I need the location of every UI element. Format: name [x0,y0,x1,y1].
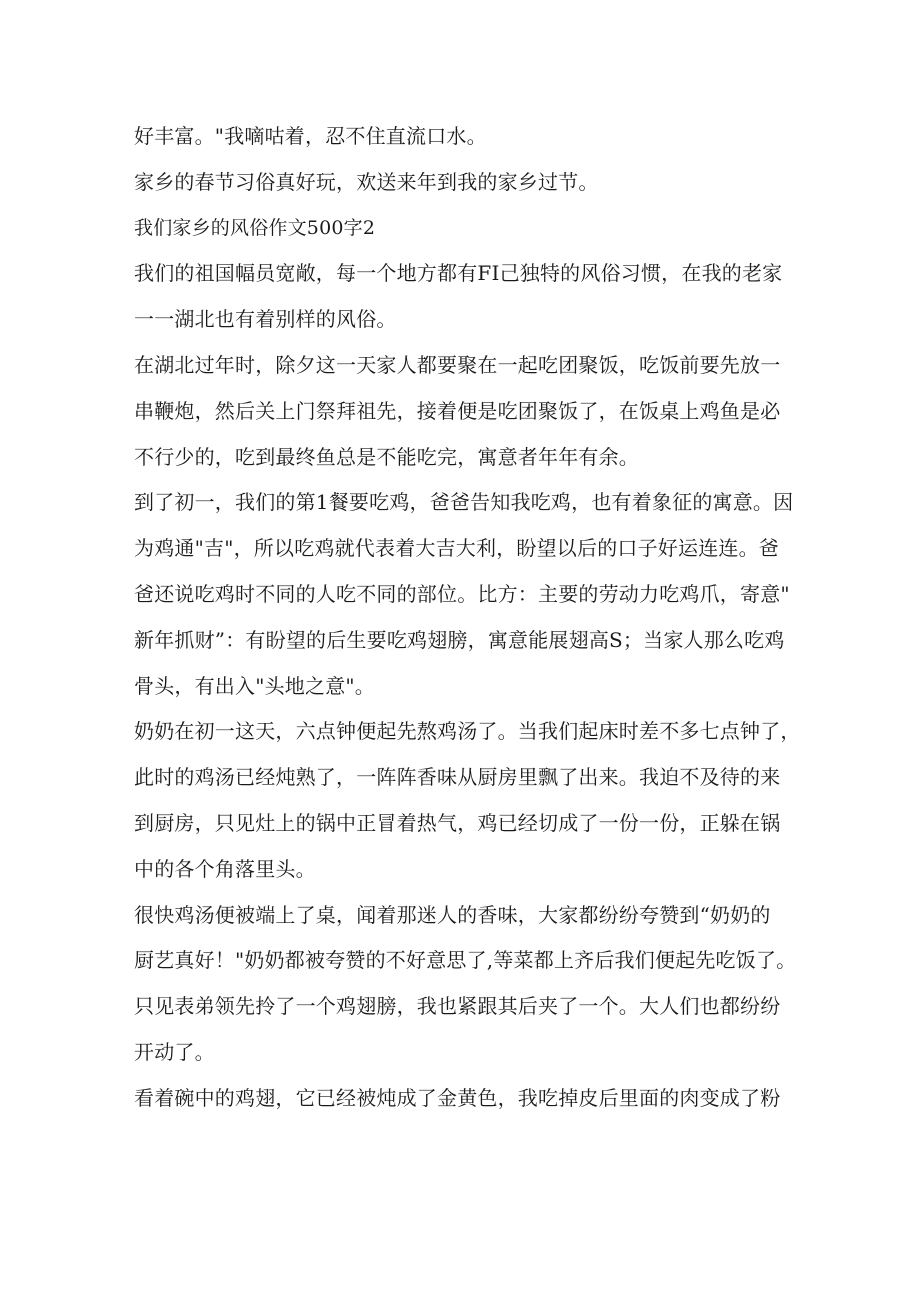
paragraph [134,160,794,206]
text-line: 开动了。 [134,1039,215,1064]
text-line: 看着碗中的鸡翅，它已经被炖成了金黄色，我吃掉皮后里面的肉变成了粉 [134,1085,781,1110]
text-line: 很快鸡汤便被端上了桌，闻着那迷人的香味，大家都纷纷夸赞到“奶奶的 [134,902,771,927]
text-line: 不行少的，吃到最终鱼总是不能吃完，寓意者年年有余。 [134,444,639,469]
paragraph [134,343,794,480]
paragraph [134,114,794,160]
text-line: 一一湖北也有着别样的风俗。 [134,307,397,332]
text-line: 到了初一，我们的第1餐要吃鸡，爸爸告知我吃鸡，也有着象征的寓意。因 [134,490,794,515]
paragraph [134,1076,794,1122]
text-line: 爸还说吃鸡时不同的人吃不同的部位。比方：主要的劳动力吃鸡爪，寄意" [134,581,790,606]
text-line: 好丰富。"我嘀咕着，忍不住直流口水。 [134,124,487,148]
paragraph [134,251,794,343]
text-line: 厨艺真好！"奶奶都被夸赞的不好意思了,等菜都上齐后我们便起先吃饭了。 [134,948,797,973]
text-line: 奶奶在初一这天，六点钟便起先熬鸡汤了。当我们起床时差不多七点钟了， [134,719,801,744]
text-line: 骨头，有出入"头地之意"。 [134,673,375,698]
document-body [134,114,801,1122]
text-line: 此时的鸡汤已经炖熟了，一阵阵香味从厨房里飘了出来。我迫不及待的来 [134,765,781,790]
paragraph [134,709,801,892]
text-line: 新年抓财”：有盼望的后生要吃鸡翅膀，寓意能展翅高S；当家人那么吃鸡 [134,627,785,652]
text-line: 为鸡通"吉"，所以吃鸡就代表着大吉大利，盼望以后的口子好运连连。爸 [134,536,779,561]
text-line: 只见表弟领先拎了一个鸡翅膀，我也紧跟其后夹了一个。大人们也都纷纷 [134,994,781,1019]
text-line: 到厨房，只见灶上的锅中正冒着热气，鸡已经切成了一份一份，正躲在锅 [134,810,781,835]
text-line: 串鞭炮，然后关上门祭拜祖先，接着便是吃团聚饭了，在饭桌上鸡鱼是必 [134,398,781,423]
heading-text: 我们家乡的风俗作文500字2 [134,216,376,239]
section-heading [134,206,794,252]
paragraph [134,893,797,1076]
text-line: 中的各个角落里头。 [134,856,316,881]
text-line: 家乡的春节习俗真好玩，欢送来年到我的家乡过节。 [134,169,599,194]
paragraph [134,480,794,709]
text-line: 在湖北过年时，除夕这一天家人都要聚在一起吃团聚饭，吃饭前要先放一 [134,352,781,377]
text-line: 我们的祖国幅员宽敞，每一个地方都有FI己独特的风俗习惯，在我的老家 [134,261,783,286]
